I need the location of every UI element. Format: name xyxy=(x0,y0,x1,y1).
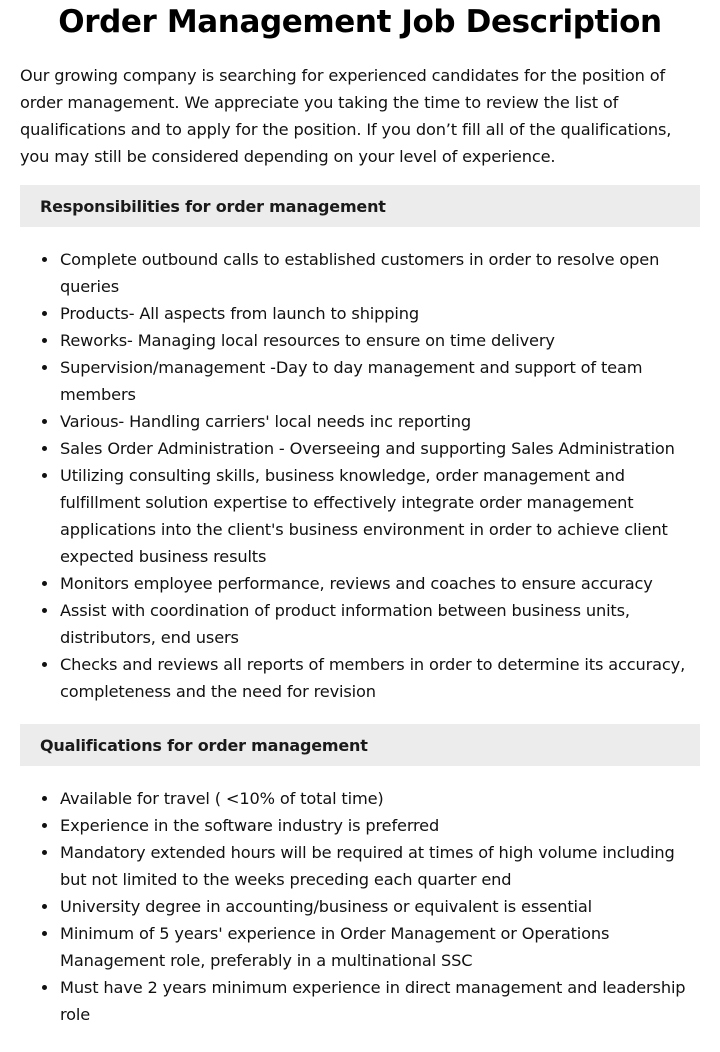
list-item: Utilizing consulting skills, business knowledge, order management and fulfillment solution expertise to effectively integrate order management applications into the client's business environment in order to achieve client expected business results xyxy=(20,462,700,570)
responsibilities-list xyxy=(20,246,700,705)
list-item: Products- All aspects from launch to shipping xyxy=(20,300,700,327)
list-item: Sales Order Administration - Overseeing and supporting Sales Administration xyxy=(20,435,700,462)
page-title: Order Management Job Description xyxy=(58,4,662,40)
list-item: University degree in accounting/business or equivalent is essential xyxy=(20,893,700,920)
list-item: Checks and reviews all reports of members in order to determine its accuracy, completeness and the need for revision xyxy=(20,651,700,705)
qualifications-heading: Qualifications for order management xyxy=(40,735,368,755)
list-item: Minimum of 5 years' experience in Order Management or Operations Management role, preferably in a multinational SSC xyxy=(20,920,700,974)
list-item: Reworks- Managing local resources to ensure on time delivery xyxy=(20,327,700,354)
list-item: Available for travel ( <10% of total time) xyxy=(20,785,700,812)
list-item: Experience in the software industry is preferred xyxy=(20,812,700,839)
qualifications-list xyxy=(20,785,700,1028)
intro-paragraph: Our growing company is searching for experienced candidates for the position of order management. We appreciate you taking the time to review the list of qualifications and to apply for the position. If you don’t fill all of the qualifications, you may still be considered depending on your level of experience. xyxy=(20,66,672,166)
list-item: Assist with coordination of product information between business units, distributors, end users xyxy=(20,597,700,651)
list-item: Mandatory extended hours will be required at times of high volume including but not limited to the weeks preceding each quarter end xyxy=(20,839,700,893)
qualifications-header xyxy=(20,724,700,766)
responsibilities-heading: Responsibilities for order management xyxy=(40,196,386,216)
list-item: Must have 2 years minimum experience in direct management and leadership role xyxy=(20,974,700,1028)
responsibilities-header xyxy=(20,185,700,227)
list-item: Monitors employee performance, reviews and coaches to ensure accuracy xyxy=(20,570,700,597)
list-item: Supervision/management -Day to day management and support of team members xyxy=(20,354,700,408)
list-item: Various- Handling carriers' local needs inc reporting xyxy=(20,408,700,435)
list-item: Complete outbound calls to established customers in order to resolve open queries xyxy=(20,246,700,300)
